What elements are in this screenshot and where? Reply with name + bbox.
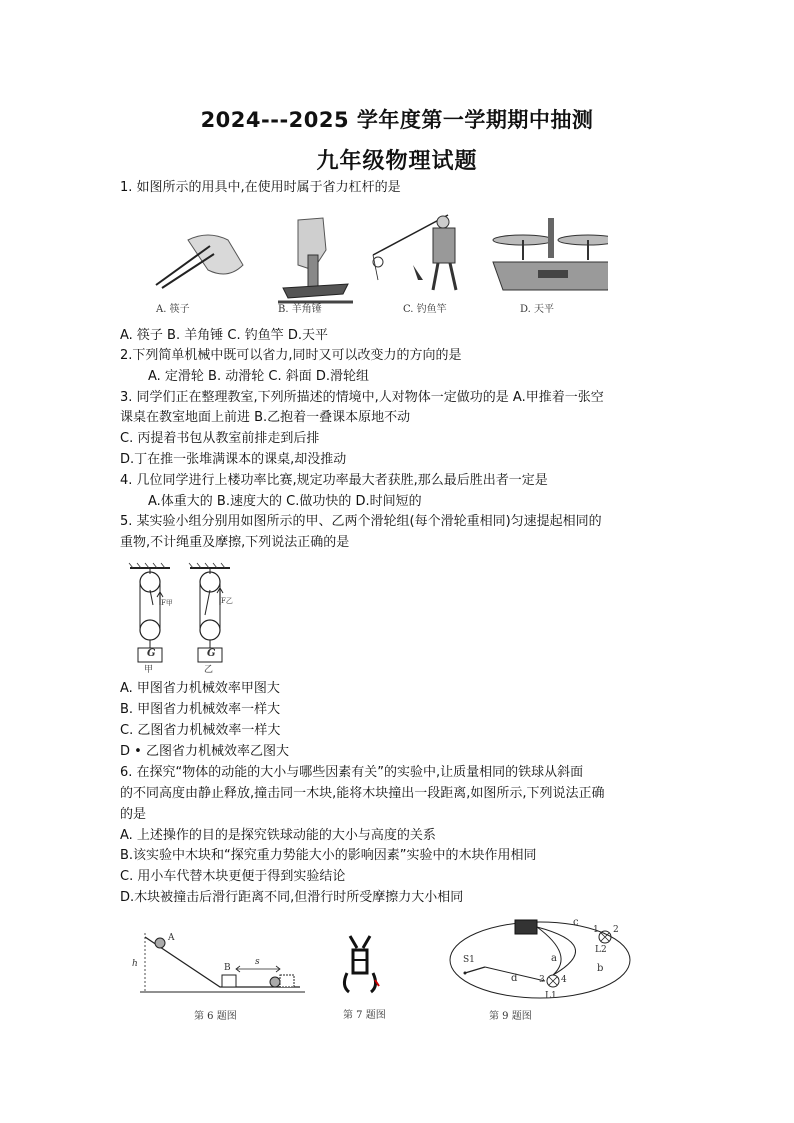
- q2-stem: 2.下列简单机械中既可以省力,同时又可以改变力的方向的是: [120, 348, 462, 363]
- q1-figure: [148, 210, 608, 320]
- q5-label-jia: 甲: [144, 665, 154, 675]
- q6-option-b: B.该实验中木块和“探究重力势能大小的影响因素”实验中的木块作用相同: [120, 848, 537, 863]
- q5-weight-2: G: [207, 648, 216, 659]
- q9-figure: [445, 915, 635, 1025]
- q5-figure: [125, 560, 255, 675]
- q6-caption: 第 6 题图: [194, 1011, 237, 1022]
- q4-options: A.体重大的 B.速度大的 C.做功快的 D.时间短的: [148, 494, 422, 509]
- q5-option-c: C. 乙图省力机械效率一样大: [120, 723, 281, 738]
- balance-scale-image: [493, 218, 608, 290]
- q5-line2: 重物,不计绳重及摩擦,下列说法正确的是: [120, 535, 350, 550]
- q9-num-1: 1: [593, 925, 599, 935]
- q6-figure: [130, 925, 310, 1025]
- q1-options: A. 筷子 B. 羊角锤 C. 钓鱼竿 D.天平: [120, 328, 328, 343]
- q1-stem: 1. 如图所示的用具中,在使用时属于省力杠杆的是: [120, 180, 401, 195]
- q9-num-3: 3: [539, 975, 545, 985]
- q9-label-l1: L1: [545, 991, 557, 1001]
- q6-line2: 的不同高度由静止释放,撞击同一木块,能将木块撞出一段距离,如图所示,下列说法正确: [120, 786, 605, 801]
- q3-line1: 3. 同学们正在整理教室,下列所描述的情境中,人对物体一定做功的是 A.甲推着一张空: [120, 390, 604, 405]
- incline-diagram: [130, 925, 310, 1000]
- q6-line1: 6. 在探究“物体的动能的大小与哪些因素有关”的实验中,让质量相同的铁球从斜面: [120, 765, 584, 780]
- q3-line2: 课桌在教室地面上前进 B.乙抱着一叠课本原地不动: [120, 410, 411, 425]
- q1-caption-c: C. 钓鱼竿: [403, 304, 447, 315]
- q5-option-d: D • 乙图省力机械效率乙图大: [120, 744, 289, 759]
- q9-num-2: 2: [613, 925, 619, 935]
- q6-option-d: D.木块被撞击后滑行距离不同,但滑行时所受摩擦力大小相同: [120, 890, 464, 905]
- q5-label-yi: 乙: [204, 665, 214, 675]
- q3-line3: C. 丙提着书包从教室前排走到后排: [120, 431, 320, 446]
- q1-caption-d: D. 天平: [520, 304, 555, 315]
- q5-line1: 5. 某实验小组分别用如图所示的甲、乙两个滑轮组(每个滑轮重相同)匀速提起相同的: [120, 514, 602, 529]
- q9-label-b: b: [597, 963, 604, 974]
- q6-option-c: C. 用小车代替木块更便于得到实验结论: [120, 869, 346, 884]
- q9-caption: 第 9 题图: [489, 1011, 532, 1022]
- q6-label-s: s: [255, 957, 260, 967]
- fishing-rod-image: [373, 215, 456, 290]
- q5-option-a: A. 甲图省力机械效率甲图大: [120, 681, 280, 696]
- q2-options: A. 定滑轮 B. 动滑轮 C. 斜面 D.滑轮组: [148, 369, 369, 384]
- q7-figure: [335, 928, 405, 1024]
- q4-stem: 4. 几位同学进行上楼功率比赛,规定功率最大者获胜,那么最后胜出者一定是: [120, 473, 548, 488]
- q1-caption-a: A. 筷子: [156, 304, 190, 315]
- pulley-diagram: [125, 560, 255, 675]
- q5-option-b: B. 甲图省力机械效率一样大: [120, 702, 281, 717]
- claw-hammer-image: [278, 218, 353, 302]
- q9-label-l2: L2: [595, 945, 607, 955]
- q6-option-a: A. 上述操作的目的是探究铁球动能的大小与高度的关系: [120, 828, 436, 843]
- q6-line3: 的是: [120, 807, 147, 822]
- q5-force-1: F甲: [161, 599, 173, 607]
- chopsticks-image: [156, 235, 243, 288]
- exam-title: 2024---2025 学年度第一学期期中抽测: [200, 108, 594, 132]
- scissors-glyph-image: [335, 928, 405, 998]
- q1-caption-b: B. 羊角锤: [278, 304, 322, 315]
- q9-label-d: d: [511, 973, 518, 984]
- q6-label-h: h: [132, 959, 138, 969]
- q5-weight-1: G: [147, 648, 156, 659]
- q3-line4: D.丁在推一张堆满课本的课桌,却没推动: [120, 452, 347, 467]
- q6-label-a: A: [168, 933, 175, 943]
- q5-force-2: F乙: [221, 597, 233, 605]
- q9-label-s1: S1: [463, 955, 475, 965]
- q7-caption: 第 7 题图: [343, 1010, 386, 1021]
- q9-num-4: 4: [561, 975, 567, 985]
- q6-label-b: B: [224, 963, 231, 973]
- q9-label-c: c: [573, 917, 579, 928]
- exam-subtitle: 九年级物理试题: [316, 149, 478, 174]
- q9-label-a: a: [551, 953, 557, 964]
